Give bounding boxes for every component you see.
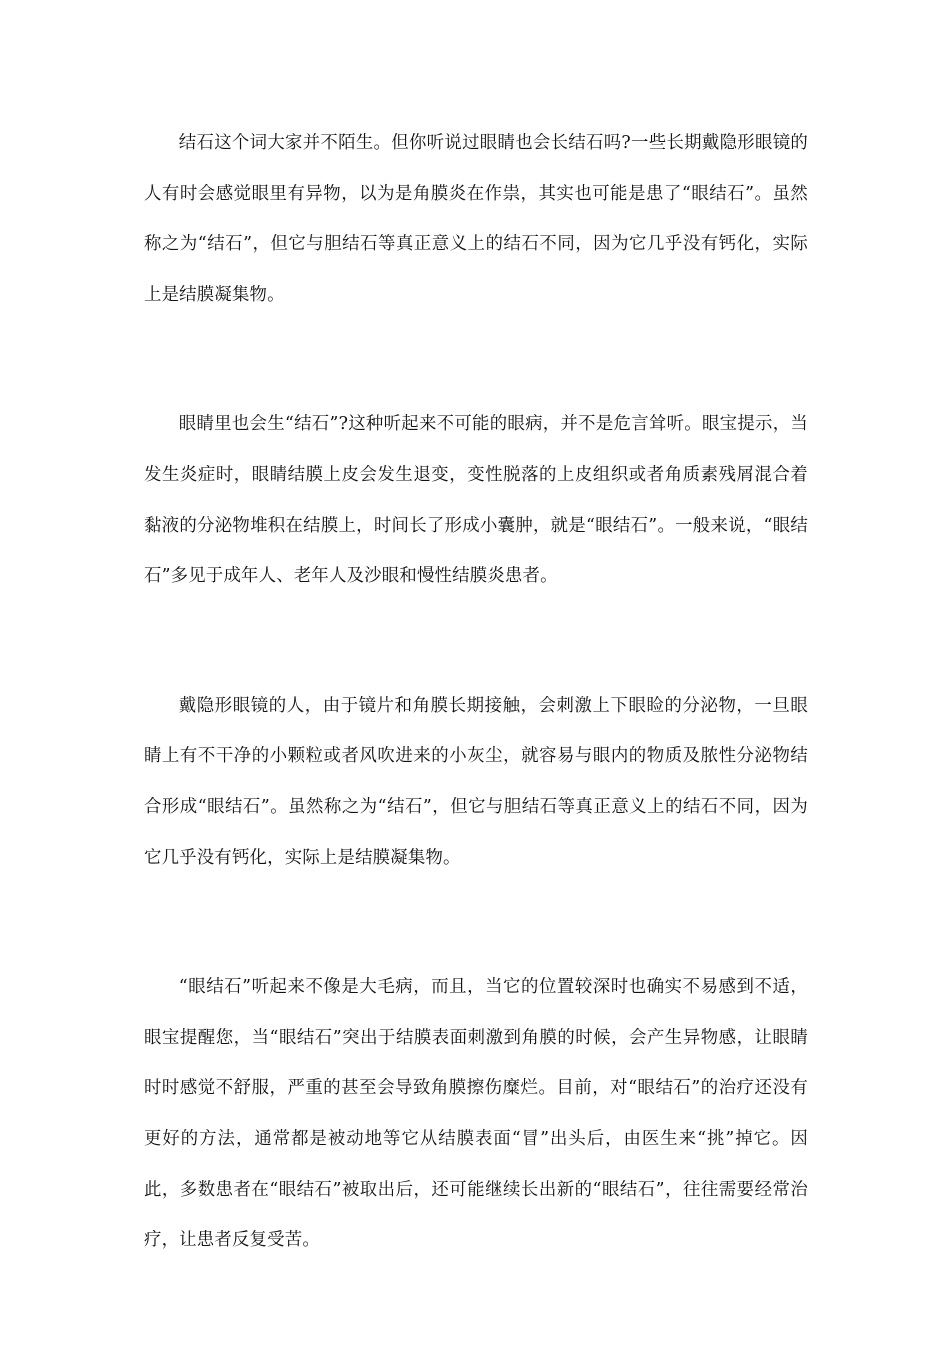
paragraph-1: 结石这个词大家并不陌生。但你听说过眼睛也会长结石吗?一些长期戴隐形眼镜的人有时会感觉眼里有异物，以为是角膜炎在作祟，其实也可能是患了“眼结石”。虽然称之为“结石”，但它与胆结石等真正意义上的结石不同，因为它几乎没有钙化，实际上是结膜凝集物。 xyxy=(144,133,808,305)
paragraph-3: 戴隐形眼镜的人，由于镜片和角膜长期接触，会刺激上下眼睑的分泌物，一旦眼睛上有不干净的小颗粒或者风吹进来的小灰尘，就容易与眼内的物质及脓性分泌物结合形成“眼结石”。虽然称之为“结石”，但它与胆结石等真正意义上的结石不同，因为它几乎没有钙化，实际上是结膜凝集物。 xyxy=(144,695,808,868)
document-body xyxy=(144,118,808,1345)
paragraph-4: “眼结石”听起来不像是大毛病，而且，当它的位置较深时也确实不易感到不适，眼宝提醒您，当“眼结石”突出于结膜表面刺激到角膜的时候，会产生异物感，让眼睛时时感觉不舒服，严重的甚至会导致角膜擦伤糜烂。目前，对“眼结石”的治疗还没有更好的方法，通常都是被动地等它从结膜表面“冒”出头后，由医生来“挑”掉它。因此，多数患者在“眼结石”被取出后，还可能继续长出新的“眼结石”，往往需要经常治疗，让患者反复受苦。 xyxy=(144,977,808,1251)
paragraph-2: 眼睛里也会生“结石”?这种听起来不可能的眼病，并不是危言耸听。眼宝提示，当发生炎症时，眼睛结膜上皮会发生退变，变性脱落的上皮组织或者角质素残屑混合着黏液的分泌物堆积在结膜上，时间长了形成小囊肿，就是“眼结石”。一般来说，“眼结石”多见于成年人、老年人及沙眼和慢性结膜炎患者。 xyxy=(144,414,808,587)
